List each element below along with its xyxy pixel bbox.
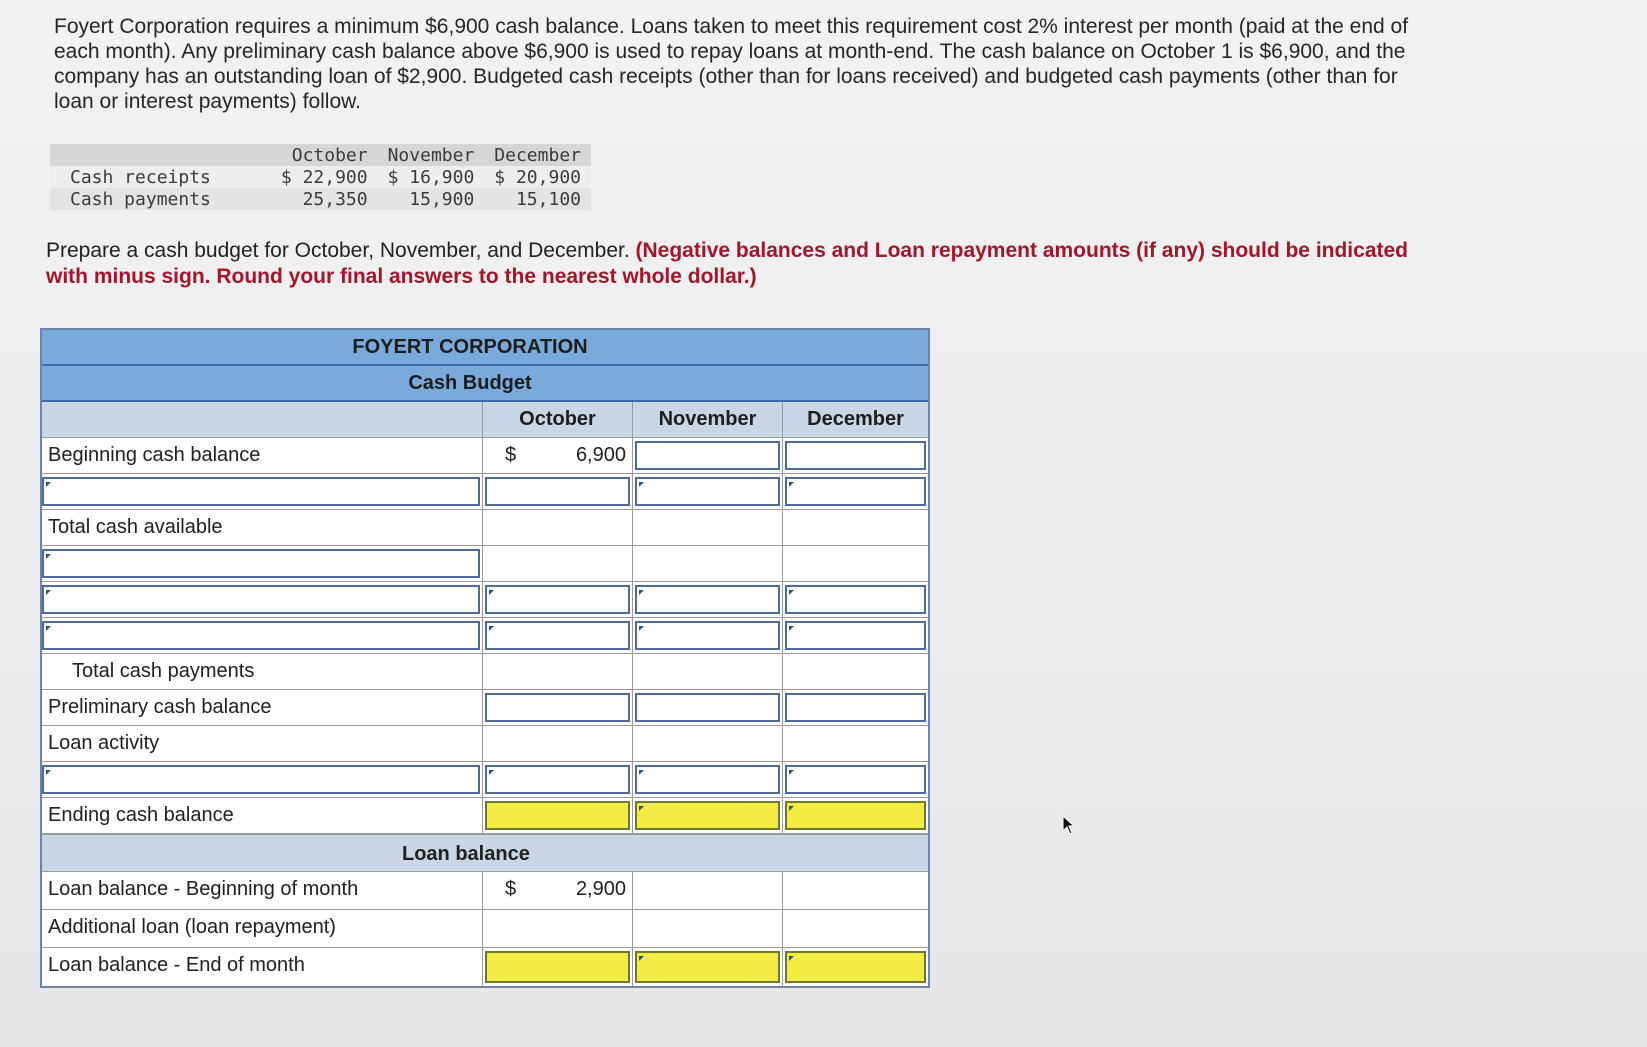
given-value: $ 22,900: [271, 166, 378, 188]
row-label-cell: [42, 618, 483, 653]
input-flag-icon: [489, 770, 494, 775]
entry-cell: [633, 948, 783, 986]
entry-cell: [483, 798, 633, 833]
dropdown-flag-icon: [46, 770, 51, 775]
entry-cell: [633, 762, 783, 797]
row-label: Preliminary cash balance: [42, 690, 483, 725]
input-flag-icon: [639, 956, 644, 961]
payment-1-october-input[interactable]: [485, 585, 630, 614]
entry-cell: [633, 690, 783, 725]
row-loan-additional: [42, 910, 928, 948]
dropdown-flag-icon: [46, 554, 51, 559]
beginning-cash-november-input[interactable]: [635, 441, 780, 470]
entry-cell: [633, 798, 783, 833]
entry-cell: [483, 618, 633, 653]
input-flag-icon: [639, 590, 644, 595]
ending-cash-november-input[interactable]: [635, 801, 780, 830]
loan-additional-november: [633, 910, 783, 947]
entry-cell: [783, 798, 928, 833]
row-label-cell: [42, 546, 483, 581]
input-flag-icon: [639, 806, 644, 811]
input-flag-icon: [489, 626, 494, 631]
loan-beginning-november: [633, 872, 783, 909]
given-value: 15,100: [484, 188, 591, 210]
input-flag-icon: [789, 626, 794, 631]
entry-cell: [483, 582, 633, 617]
input-flag-icon: [789, 956, 794, 961]
receipts-december-input[interactable]: [785, 477, 926, 506]
beginning-cash-december-cell: [783, 438, 928, 473]
total-available-december: [783, 510, 928, 545]
entry-cell: [783, 546, 928, 581]
beginning-cash-october: [483, 438, 633, 473]
entry-cell: [483, 762, 633, 797]
payment-2-october-input[interactable]: [485, 621, 630, 650]
entry-cell: [783, 582, 928, 617]
input-flag-icon: [639, 482, 644, 487]
problem-statement: Foyert Corporation requires a minimum $6,900 cash balance. Loans taken to meet this requirement cost 2% interest per month (paid at the end of each month). Any preliminary cash balance above $6,900 is used to repay loans at month-end. The cash balance on October 1 is $6,900, and the company has an outstanding loan of $2,900. Budgeted cash receipts (other than for loans received) and budgeted cash payments (other than for loan or interest payments) follow.: [54, 15, 1409, 113]
company-name-banner: FOYERT CORPORATION: [42, 330, 928, 366]
instructions: [46, 238, 1436, 290]
payment-1-november-input[interactable]: [635, 585, 780, 614]
instructions-main: Prepare a cash budget for October, November, and December.: [46, 239, 630, 262]
row-total-cash-payments: [42, 654, 928, 690]
row-label-dropdown[interactable]: [42, 585, 480, 614]
ending-cash-december-input[interactable]: [785, 801, 926, 830]
beginning-cash-october-value: 6,900: [575, 444, 626, 466]
dropdown-flag-icon: [46, 626, 51, 631]
payment-2-december-input[interactable]: [785, 621, 926, 650]
row-label: Loan balance - End of month: [42, 948, 483, 986]
row-ending-cash: [42, 798, 928, 834]
row-label: Total cash available: [42, 510, 483, 545]
given-row-cash-payments: [50, 188, 591, 210]
total-available-october: [483, 510, 633, 545]
ending-cash-october-input[interactable]: [485, 801, 630, 830]
row-label: Loan balance - Beginning of month: [42, 872, 483, 909]
loan-beginning-october-value: 2,900: [575, 878, 626, 900]
dropdown-flag-icon: [46, 590, 51, 595]
given-value: $ 20,900: [484, 166, 591, 188]
loan-activity-december: [783, 726, 928, 761]
instructions-emphasis: (Negative balances and Loan repayment amounts (if any) should be indicated with minus sign. Round your final answers to the nearest whole dollar.): [46, 239, 1409, 288]
row-total-cash-available: [42, 510, 928, 546]
receipts-october-input[interactable]: [485, 477, 630, 506]
loan-activity-november: [633, 726, 783, 761]
entry-cell: [633, 618, 783, 653]
input-flag-icon: [789, 806, 794, 811]
row-preliminary-cash: [42, 690, 928, 726]
loan-entry-december-input[interactable]: [785, 765, 926, 794]
receipts-november-input[interactable]: [635, 477, 780, 506]
entry-cell: [483, 690, 633, 725]
loan-balance-section-title: Loan balance: [42, 834, 928, 872]
payment-2-november-input[interactable]: [635, 621, 780, 650]
row-label-dropdown[interactable]: [42, 621, 480, 650]
column-header-row: [42, 402, 928, 438]
payment-1-december-input[interactable]: [785, 585, 926, 614]
input-flag-icon: [789, 590, 794, 595]
given-month-header: November: [378, 144, 485, 166]
column-header-october: October: [483, 402, 633, 437]
loan-beginning-october: [483, 872, 633, 909]
entry-cell: [633, 474, 783, 509]
input-flag-icon: [489, 590, 494, 595]
entry-cell: [783, 474, 928, 509]
total-payments-october: [483, 654, 633, 689]
total-available-november: [633, 510, 783, 545]
given-row-label: Cash receipts: [50, 166, 271, 188]
given-value: $ 16,900: [378, 166, 485, 188]
given-data-table: [50, 144, 591, 210]
cash-budget-form: [40, 328, 930, 988]
entry-cell: [783, 762, 928, 797]
entry-cell: [483, 948, 633, 986]
row-label-dropdown[interactable]: [42, 477, 480, 506]
row-loan-activity: [42, 726, 928, 762]
loan-activity-october: [483, 726, 633, 761]
given-table-corner: [50, 144, 271, 166]
row-label-cell: [42, 474, 483, 509]
row-label-cell: [42, 762, 483, 797]
entry-cell: [483, 474, 633, 509]
input-flag-icon: [639, 770, 644, 775]
given-row-cash-receipts: [50, 166, 591, 188]
row-payments-label-entry: [42, 546, 928, 582]
row-loan-end: [42, 948, 928, 986]
entry-cell: [783, 618, 928, 653]
column-header-december: December: [807, 408, 904, 430]
entry-cell: [633, 546, 783, 581]
row-label: Total cash payments: [42, 654, 483, 689]
mouse-cursor-icon: [1062, 815, 1076, 835]
total-payments-december: [783, 654, 928, 689]
row-payment-entry-2: [42, 618, 928, 654]
given-row-label: Cash payments: [50, 188, 271, 210]
loan-end-december-input[interactable]: [785, 951, 926, 983]
row-label-dropdown[interactable]: [42, 549, 480, 578]
entry-cell: [783, 690, 928, 725]
given-month-header: December: [484, 144, 591, 166]
column-header-november: November: [633, 402, 783, 437]
dropdown-flag-icon: [46, 482, 51, 487]
loan-beginning-december: [783, 872, 928, 909]
given-value: 25,350: [271, 188, 378, 210]
row-loan-beginning: [42, 872, 928, 910]
beginning-cash-december-input[interactable]: [785, 441, 926, 470]
row-label: Ending cash balance: [42, 798, 483, 833]
input-flag-icon: [789, 770, 794, 775]
loan-end-october-input[interactable]: [485, 951, 630, 983]
currency-symbol: $: [505, 444, 517, 466]
row-cash-receipts-entry: [42, 474, 928, 510]
input-flag-icon: [639, 626, 644, 631]
row-payment-entry-1: [42, 582, 928, 618]
preliminary-november-input[interactable]: [635, 693, 780, 722]
row-label: Additional loan (loan repayment): [42, 910, 483, 947]
total-payments-november: [633, 654, 783, 689]
row-label: Loan activity: [42, 726, 483, 761]
row-label: Beginning cash balance: [42, 438, 483, 473]
input-flag-icon: [789, 482, 794, 487]
loan-additional-october: [483, 910, 633, 947]
row-loan-activity-entry: [42, 762, 928, 798]
loan-entry-november-input[interactable]: [635, 765, 780, 794]
row-beginning-cash: [42, 438, 928, 474]
header-blank: [42, 402, 483, 437]
row-label-dropdown[interactable]: [42, 765, 480, 794]
row-label-cell: [42, 582, 483, 617]
currency-symbol: $: [505, 878, 517, 900]
entry-cell: [783, 948, 928, 986]
beginning-cash-november-cell: [633, 438, 783, 473]
budget-title-banner: Cash Budget: [42, 366, 928, 402]
entry-cell: [483, 546, 633, 581]
preliminary-october-input[interactable]: [485, 693, 630, 722]
given-month-header: October: [271, 144, 378, 166]
given-table-header: [50, 144, 591, 166]
loan-entry-october-input[interactable]: [485, 765, 630, 794]
loan-end-november-input[interactable]: [635, 951, 780, 983]
entry-cell: [633, 582, 783, 617]
loan-additional-december: [783, 910, 928, 947]
given-value: 15,900: [378, 188, 485, 210]
preliminary-december-input[interactable]: [785, 693, 926, 722]
